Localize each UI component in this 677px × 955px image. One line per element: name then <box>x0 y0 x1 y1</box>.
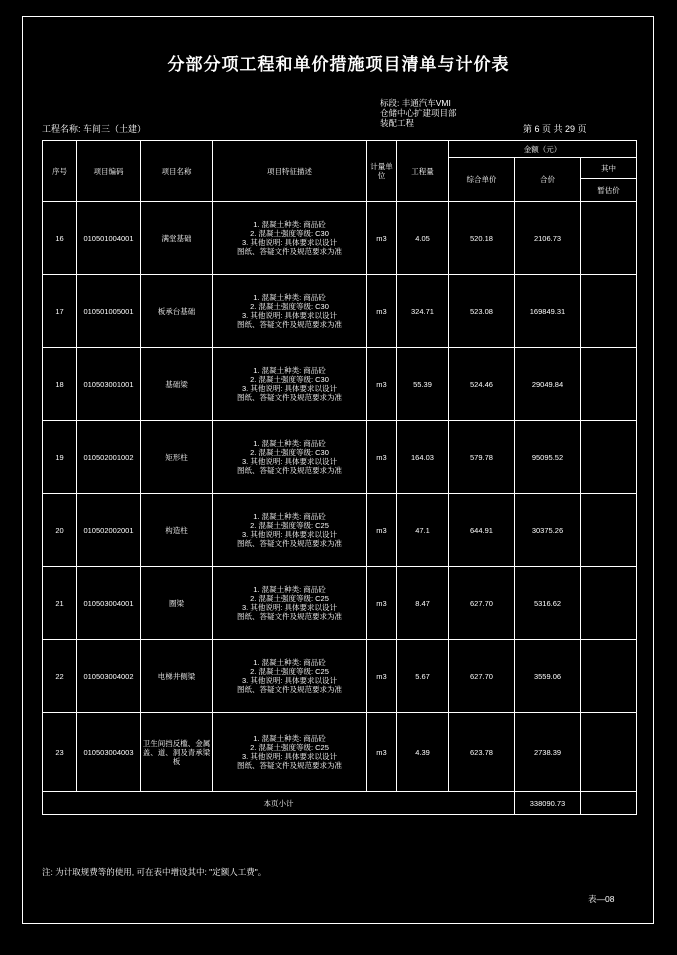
cell-unit-price: 627.70 <box>449 567 515 640</box>
cell-unit: m3 <box>367 202 397 275</box>
header-seq: 序号 <box>43 141 77 202</box>
cell-extra <box>581 275 637 348</box>
table-header-row-1 <box>43 141 637 158</box>
subtotal-label: 本页小计 <box>43 792 515 815</box>
cell-qty: 55.39 <box>397 348 449 421</box>
form-code: 表—08 <box>588 894 615 904</box>
header-segment: 标段: 丰通汽车VMI <box>380 98 451 108</box>
desc-line: 1. 混凝土种类: 商品砼 <box>253 658 326 667</box>
cell-unit: m3 <box>367 567 397 640</box>
cell-total-price: 2738.39 <box>515 713 581 792</box>
header-qty: 工程量 <box>397 141 449 202</box>
cell-unit: m3 <box>367 348 397 421</box>
desc-line: 图纸、答疑文件及规范要求为准 <box>237 761 342 770</box>
cell-code: 010502002001 <box>77 494 141 567</box>
header-extra-sub: 暂估价 <box>581 179 637 202</box>
desc-line: 2. 混凝土强度等级: C25 <box>250 594 329 603</box>
cell-unit-price: 644.91 <box>449 494 515 567</box>
cell-unit-price: 523.08 <box>449 275 515 348</box>
cell-desc <box>213 421 367 494</box>
desc-line: 3. 其他说明: 具体要求以设计 <box>241 457 337 466</box>
cell-name: 矩形柱 <box>141 421 213 494</box>
page-number-label: 第 6 页 共 29 页 <box>523 124 587 134</box>
cell-seq: 16 <box>43 202 77 275</box>
cell-desc <box>213 494 367 567</box>
cell-unit-price: 627.70 <box>449 640 515 713</box>
cell-total-price: 29049.84 <box>515 348 581 421</box>
cell-extra <box>581 348 637 421</box>
desc-line: 1. 混凝土种类: 商品砼 <box>253 512 326 521</box>
header-desc: 项目特征描述 <box>213 141 367 202</box>
cell-code: 010501005001 <box>77 275 141 348</box>
desc-line: 2. 混凝土强度等级: C30 <box>250 229 329 238</box>
header-unit: 计量单位 <box>367 141 397 202</box>
cell-code-part1: 010501004001 <box>83 233 134 243</box>
desc-line: 2. 混凝土强度等级: C25 <box>250 521 329 530</box>
cell-unit: m3 <box>367 713 397 792</box>
cell-qty: 8.47 <box>397 567 449 640</box>
cell-unit: m3 <box>367 494 397 567</box>
desc-line: 3. 其他说明: 具体要求以设计 <box>241 384 337 393</box>
header-work: 装配工程 <box>380 118 415 128</box>
cell-extra <box>581 640 637 713</box>
cell-qty: 324.71 <box>397 275 449 348</box>
cell-extra <box>581 567 637 640</box>
cell-seq: 21 <box>43 567 77 640</box>
cell-name: 圈梁 <box>141 567 213 640</box>
cell-name: 满堂基础 <box>141 202 213 275</box>
cell-total-price: 95095.52 <box>515 421 581 494</box>
table-row <box>43 567 637 640</box>
cell-seq: 23 <box>43 713 77 792</box>
table-row <box>43 275 637 348</box>
desc-line: 图纸、答疑文件及规范要求为准 <box>237 393 342 402</box>
table-row <box>43 640 637 713</box>
cell-extra <box>581 494 637 567</box>
cell-seq: 18 <box>43 348 77 421</box>
cell-unit-price: 520.18 <box>449 202 515 275</box>
desc-line: 3. 其他说明: 具体要求以设计 <box>241 311 337 320</box>
desc-line: 图纸、答疑文件及规范要求为准 <box>237 612 342 621</box>
desc-line: 图纸、答疑文件及规范要求为准 <box>237 685 342 694</box>
cell-seq: 20 <box>43 494 77 567</box>
desc-line: 2. 混凝土强度等级: C30 <box>250 302 329 311</box>
header-total-price: 合价 <box>515 158 581 202</box>
cell-name: 基础梁 <box>141 348 213 421</box>
cell-seq: 22 <box>43 640 77 713</box>
cell-desc <box>213 640 367 713</box>
desc-line: 1. 混凝土种类: 商品砼 <box>253 585 326 594</box>
desc-line: 2. 混凝土强度等级: C30 <box>250 448 329 457</box>
desc-line: 3. 其他说明: 具体要求以设计 <box>241 603 337 612</box>
cell-total-price: 30375.26 <box>515 494 581 567</box>
cell-name: 板承台基础 <box>141 275 213 348</box>
project-name-label: 工程名称: 车间三（土建） <box>42 124 147 134</box>
desc-line: 3. 其他说明: 具体要求以设计 <box>241 752 337 761</box>
cell-name: 构造柱 <box>141 494 213 567</box>
cell-desc <box>213 275 367 348</box>
cell-total-price: 3559.06 <box>515 640 581 713</box>
cell-code <box>77 202 141 275</box>
bill-of-quantities-table <box>42 140 637 815</box>
cell-qty: 47.1 <box>397 494 449 567</box>
cell-extra <box>581 202 637 275</box>
cell-desc <box>213 713 367 792</box>
table-row <box>43 421 637 494</box>
cell-qty: 4.39 <box>397 713 449 792</box>
cell-desc <box>213 348 367 421</box>
desc-line: 2. 混凝土强度等级: C25 <box>250 743 329 752</box>
desc-line: 图纸、答疑文件及规范要求为准 <box>237 320 342 329</box>
header-code: 项目编码 <box>77 141 141 202</box>
cell-extra <box>581 421 637 494</box>
cell-code: 010503004003 <box>77 713 141 792</box>
desc-line: 3. 其他说明: 具体要求以设计 <box>241 238 337 247</box>
desc-line: 图纸、答疑文件及规范要求为准 <box>237 247 342 256</box>
cell-unit-price: 524.46 <box>449 348 515 421</box>
desc-line: 1. 混凝土种类: 商品砼 <box>253 734 326 743</box>
desc-line: 1. 混凝土种类: 商品砼 <box>253 220 326 229</box>
cell-name: 电梯井侧梁 <box>141 640 213 713</box>
subtotal-row <box>43 792 637 815</box>
cell-total-price: 2106.73 <box>515 202 581 275</box>
cell-total-price: 169849.31 <box>515 275 581 348</box>
cell-name: 卫生间挡反槛、金属盖、道、洞及青承梁板 <box>141 713 213 792</box>
header-unit-price: 综合单价 <box>449 158 515 202</box>
desc-line: 图纸、答疑文件及规范要求为准 <box>237 466 342 475</box>
table-row <box>43 348 637 421</box>
cell-desc <box>213 202 367 275</box>
page-title: 分部分项工程和单价措施项目清单与计价表 <box>167 55 510 74</box>
cell-total-price: 5316.62 <box>515 567 581 640</box>
cell-desc <box>213 567 367 640</box>
desc-line: 1. 混凝土种类: 商品砼 <box>253 293 326 302</box>
desc-line: 1. 混凝土种类: 商品砼 <box>253 366 326 375</box>
cell-seq: 17 <box>43 275 77 348</box>
table-row <box>43 713 637 792</box>
cell-code: 010503004002 <box>77 640 141 713</box>
cell-unit: m3 <box>367 275 397 348</box>
cell-unit-price: 579.78 <box>449 421 515 494</box>
cell-qty: 4.05 <box>397 202 449 275</box>
cell-code: 010502001002 <box>77 421 141 494</box>
header-extra-group: 其中 <box>581 158 637 179</box>
table-note: 注: 为计取规费等的使用, 可在表中增设其中: "定额人工费"。 <box>42 867 267 877</box>
desc-line: 1. 混凝土种类: 商品砼 <box>253 439 326 448</box>
table-row <box>43 202 637 275</box>
desc-line: 2. 混凝土强度等级: C30 <box>250 375 329 384</box>
subtotal-value: 338090.73 <box>515 792 581 815</box>
desc-line: 2. 混凝土强度等级: C25 <box>250 667 329 676</box>
header-name: 项目名称 <box>141 141 213 202</box>
cell-qty: 5.67 <box>397 640 449 713</box>
cell-code: 010503001001 <box>77 348 141 421</box>
cell-unit: m3 <box>367 421 397 494</box>
cell-unit: m3 <box>367 640 397 713</box>
cell-extra <box>581 713 637 792</box>
cell-code: 010503004001 <box>77 567 141 640</box>
header-right-block <box>380 98 457 128</box>
subtotal-extra <box>581 792 637 815</box>
desc-line: 3. 其他说明: 具体要求以设计 <box>241 530 337 539</box>
desc-line: 3. 其他说明: 具体要求以设计 <box>241 676 337 685</box>
table-row <box>43 494 637 567</box>
header-department: 仓储中心扩建项目部 <box>380 108 457 118</box>
cell-qty: 164.03 <box>397 421 449 494</box>
cell-seq: 19 <box>43 421 77 494</box>
header-amount-group: 金额（元） <box>449 141 637 158</box>
cell-unit-price: 623.78 <box>449 713 515 792</box>
desc-line: 图纸、答疑文件及规范要求为准 <box>237 539 342 548</box>
